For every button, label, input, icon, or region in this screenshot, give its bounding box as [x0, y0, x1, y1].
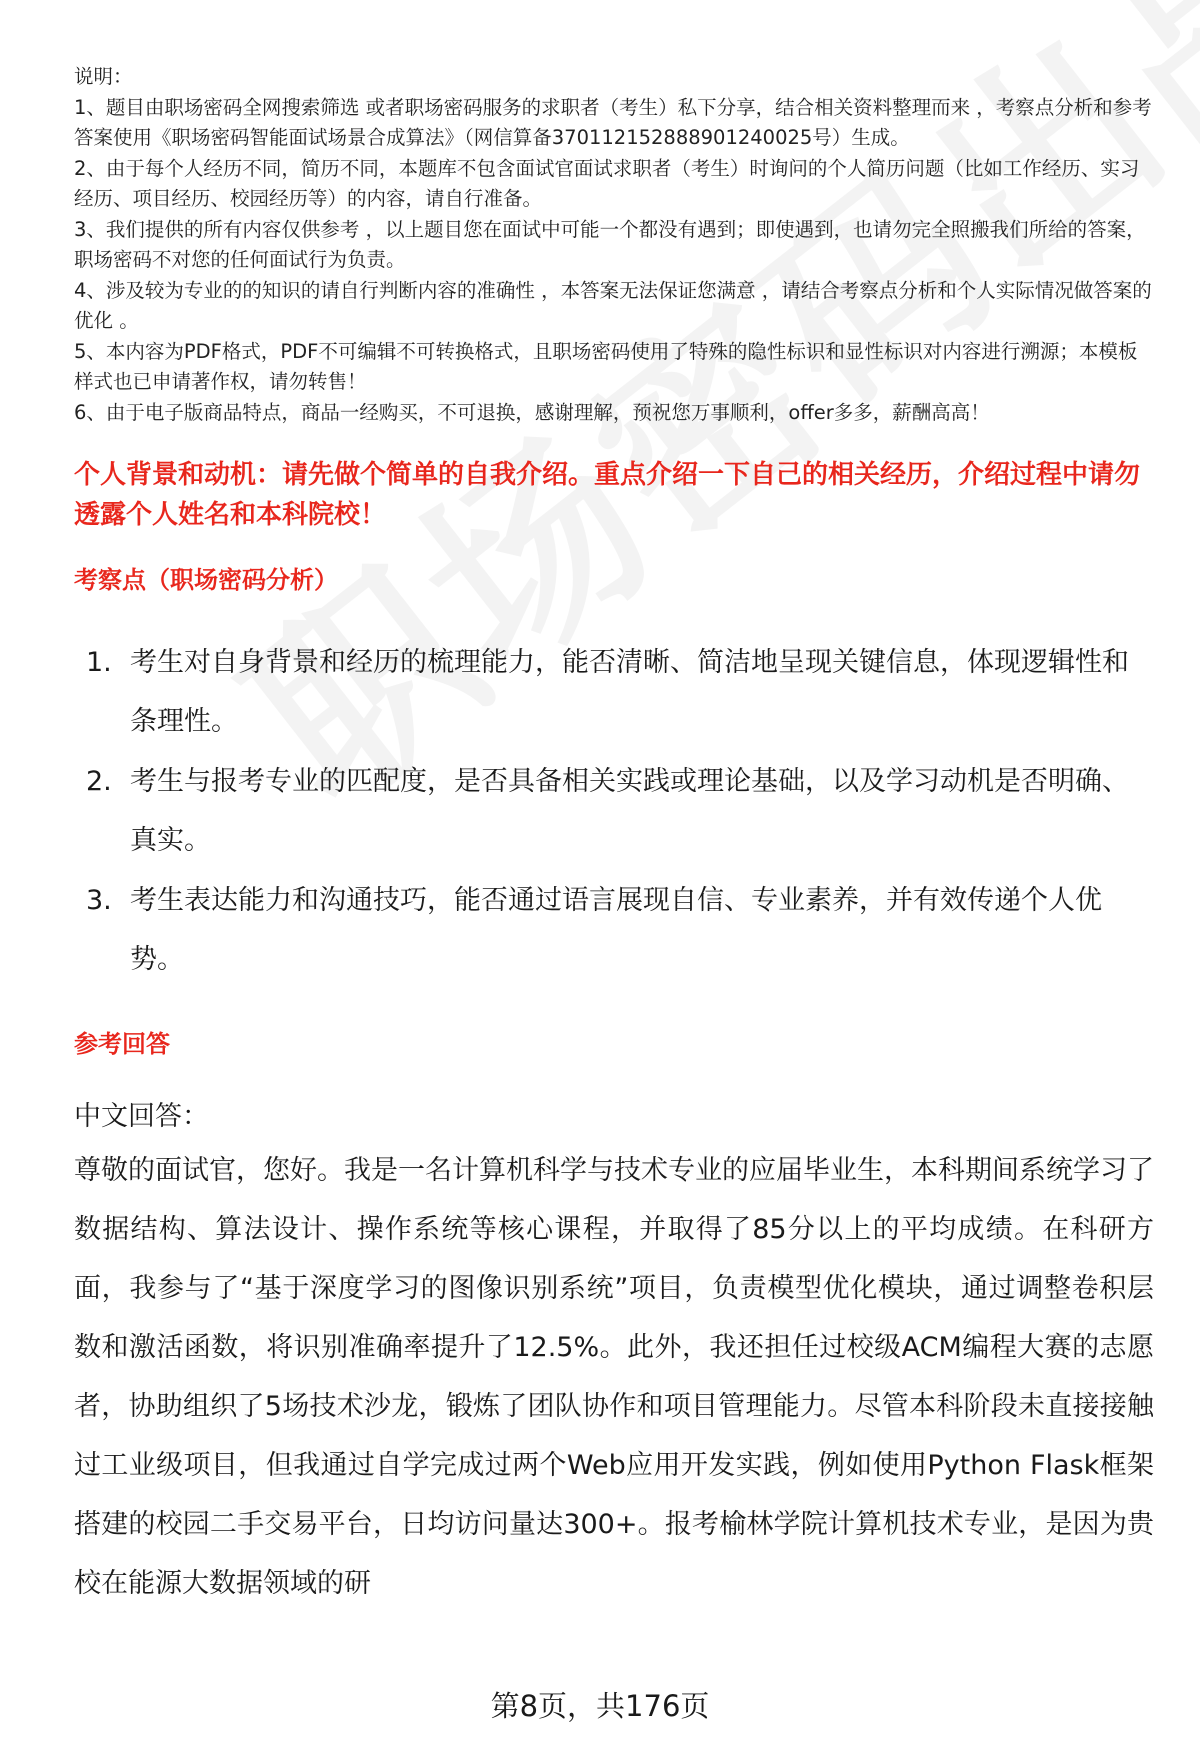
- point-number: 2.: [86, 766, 112, 797]
- document-page: [74, 62, 1154, 1613]
- analysis-point: [74, 871, 1154, 989]
- point-text: 考生与报考专业的匹配度，是否具备相关实践或理论基础，以及学习动机是否明确、真实。: [130, 766, 1129, 856]
- answer-title: 参考回答: [74, 1030, 170, 1058]
- note-item: 2、由于每个人经历不同，简历不同，本题库不包含面试官面试求职者（考生）时询问的个人简历问题（比如工作经历、实习经历、项目经历、校园经历等）的内容，请自行准备。: [74, 156, 1140, 210]
- point-text: 考生表达能力和沟通技巧，能否通过语言展现自信、专业素养，并有效传递个人优势。: [130, 885, 1102, 975]
- point-number: 1.: [86, 647, 112, 678]
- page-number: 第8页，共176页: [490, 1689, 710, 1723]
- note-item: 1、题目由职场密码全网搜索筛选 或者职场密码服务的求职者（考生）私下分享，结合相关资料整理而来 ，考察点分析和参考答案使用《职场密码智能面试场景合成算法》（网信算备370112152888901240025号）生成。: [74, 95, 1152, 149]
- note-item: 4、涉及较为专业的的知识的请自行判断内容的准确性 ，本答案无法保证您满意 ，请结合考察点分析和个人实际情况做答案的优化 。: [74, 278, 1152, 332]
- analysis-point: [74, 633, 1154, 751]
- point-number: 3.: [86, 885, 112, 916]
- analysis-points: [74, 633, 1154, 989]
- interview-question: 个人背景和动机：请先做个简单的自我介绍。重点介绍一下自己的相关经历，介绍过程中请勿透露个人姓名和本科院校！: [74, 460, 1141, 530]
- notes-heading: 说明：: [74, 65, 133, 88]
- analysis-title: 考察点（职场密码分析）: [74, 566, 338, 594]
- answer-body: 尊敬的面试官，您好。我是一名计算机科学与技术专业的应届毕业生，本科期间系统学习了数据结构、算法设计、操作系统等核心课程，并取得了85分以上的平均成绩。在科研方面，我参与了“基于深度学习的图像识别系统”项目，负责模型优化模块，通过调整卷积层数和激活函数，将识别准确率提升了12.5%。此外，我还担任过校级ACM编程大赛的志愿者，协助组织了5场技术沙龙，锻炼了团队协作和项目管理能力。尽管本科阶段未直接接触过工业级项目，但我通过自学完成过两个Web应用开发实践，例如使用Python Flask框架搭建的校园二手交易平台，日均访问量达300+。报考榆林学院计算机技术专业，是因为贵校在能源大数据领域的研: [74, 1155, 1154, 1599]
- note-item: 3、我们提供的所有内容仅供参考 ，以上题目您在面试中可能一个都没有遇到；即使遇到，也请勿完全照搬我们所给的答案，职场密码不对您的任何面试行为负责。: [74, 217, 1146, 271]
- note-item: 5、本内容为PDF格式，PDF不可编辑不可转换格式，且职场密码使用了特殊的隐性标识和显性标识对内容进行溯源；本模板样式也已申请著作权，请勿转售！: [74, 339, 1138, 393]
- point-text: 考生对自身背景和经历的梳理能力，能否清晰、简洁地呈现关键信息，体现逻辑性和条理性。: [130, 647, 1129, 737]
- analysis-point: [74, 752, 1154, 870]
- note-item: 6、由于电子版商品特点，商品一经购买，不可退换，感谢理解，预祝您万事顺利，offer多多，薪酬高高！: [74, 400, 990, 424]
- answer-label: 中文回答：: [74, 1101, 209, 1132]
- disclaimer-notes: [74, 62, 1154, 428]
